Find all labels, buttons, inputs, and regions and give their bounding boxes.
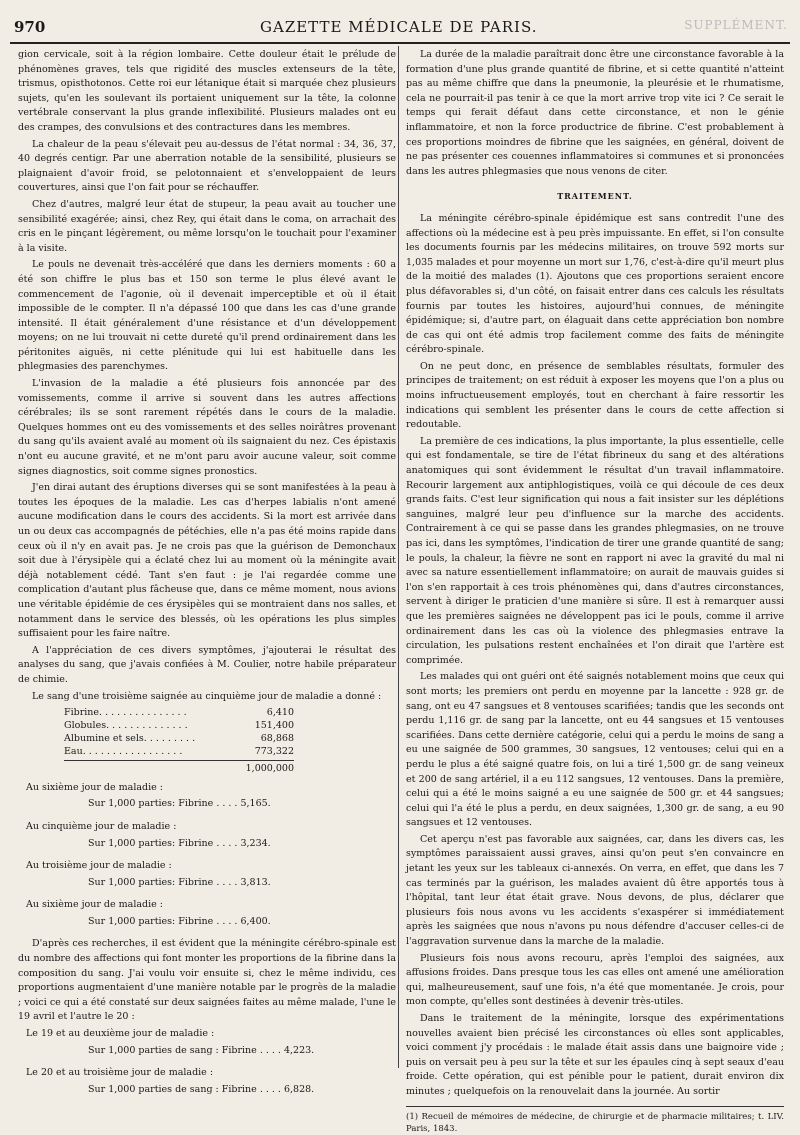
measurement-line: Sur 1,000 parties: Fibrine . . . . 6,400. <box>88 915 271 927</box>
footnote: (1) Recueil de mémoires de médecine, de chirurgie et de pharmacie militaires; t. LIV. Paris, 1843. <box>406 1106 784 1135</box>
journal-title: GAZETTE MÉDICALE DE PARIS. <box>260 18 538 36</box>
intro-paragraph: La durée de la maladie paraîtrait donc être une circonstance favorable à la formation d'une plus grande quantité de fibrine, et si cette quantité n'atteint pas au même chiffre que dans la pneumonie, la pleurésie et le rhumatisme, cela ne pourrait-il pas tenir à ce que la mort arrive trop vite ici ? Ce serait le temps qui ferait défaut dans cette circonstance, et non le génie inflammatoire, et non la force productrice de fibrine. C'est probablement à ces proportions moindres de fibrine que les saignées, en général, doivent de ne pas présenter ces couennes inflammatoires si communes et si prononcées dans les autres phlegmasies que nous venons de citer. <box>406 49 784 177</box>
composition-row <box>64 706 294 719</box>
paragraph: Les malades qui ont guéri ont été saignés notablement moins que ceux qui sont morts; les premiers ont perdu en moyenne par la lancette : 928 gr. de sang, ont eu 47 sangsues et 8 ventouses scarifiées; tandis que les seconds ont perdu 1,116 gr. de sang par la lancette, ont eu 44 sangsues et 15 ventouses scarifiées. Dans cette dernière catégorie, celui qui a perdu le moins de sang a eu une saignée de 500 grammes, 30 sangsues, 12 ventouses; celui qui en a perdu le plus a été saigné quatre fois, on lui a tiré 1,500 gr. de sang veineux et 200 de sang artériel, il a eu 112 sangsues, 12 ventouses. Dans la première, celui qui a été le moins saigné a eu une saignée de 500 gr. et 44 sangsues; celui qui l'a été le plus a perdu, en deux saignées, 1,300 gr. de sang, a eu 90 sangsues et 12 ventouses. <box>406 671 784 829</box>
paragraph: On ne peut donc, en présence de semblables résultats, formuler des principes de traitement; on est réduit à exposer les moyens que l'on a plus ou moins infructueusement employés, tout en cherchant à faire ressortir les indications qui semblent les présenter dans le cours de cette affection si redoutable. <box>406 360 784 431</box>
measurement-heading: Le 20 et au troisième jour de maladie : <box>26 1067 214 1079</box>
composition-value: 68,868 <box>260 733 294 745</box>
composition-value: 773,322 <box>254 746 294 758</box>
measurement-heading: Au sixième jour de maladie : <box>26 781 163 793</box>
supplement-label: SUPPLÉMENT. <box>684 18 788 32</box>
paragraph: La chaleur de la peau s'élevait peu au-dessus de l'état normal : 34, 36, 37, 40 degrés centigr. Par une aberration notable de la sensibilité, plusieurs se plaignaient d'avoir froid, se pelotonnaient et s'enveloppaient de leurs couvertures, ainsi que l'on fait pour se réchauffer. <box>18 138 396 194</box>
paragraph: A l'appréciation de ces divers symptômes, j'ajouterai le résultat des analyses du sang, que j'avais confiées à M. Coulier, notre habile préparateur de chimie. <box>18 644 396 685</box>
measurement-line: Sur 1,000 parties: Fibrine . . . . 3,813. <box>88 876 271 888</box>
page-header <box>10 14 790 42</box>
paragraph: gion cervicale, soit à la région lombaire. Cette douleur était le prélude de phénomènes graves, tels que rigidité des muscles extenseurs de la tête, trismus, opisthotonos. Cette roi eur létanique était si marquée chez plusieurs sujets, qu'en les soulevant ils portaient uniquement sur la tête, la colonne vertébrale conservant la plus grande inflexibilité. Plusieurs malades ont eu des crampes, des convulsions et des contractures dans les membres. <box>18 49 396 133</box>
left-column <box>18 48 396 1095</box>
composition-row <box>64 732 294 745</box>
paragraph: La première de ces indications, la plus importante, la plus essentielle, celle qui est fondamentale, se tire de l'état fibrineux du sang et des altérations anatomiques qui sont évidemment le résultat d'un travail inflammatoire. Recourir largement aux antiphlogistiques, voilà ce qui découle de ces deux grands faits. C'est leur signification qui nous a fait insister sur les déplétions sanguines, malgré leur peu d'influence sur la marche des accidents. Contrairement à ce qui se passe dans les grandes phlegmasies, on ne trouve pas ici, dans les symptômes, l'indication de tirer une grande quantité de sang; le pouls, la chaleur, la fièvre ne sont en rapport ni avec la gravité du mal ni avec sa nature essentiellement inflammatoire; on aurait de mauvais guides si l'on s'en rapportait à ces trois phénomènes qui, dans d'autres circonstances, servent à diriger le praticien d'une manière si sûre. Il est à remarquer aussi que les premières saignées ne développent pas ici le pouls, comme il arrive ordinairement dans les cas où la violence des phlegmasies entrave la circulation, les pulsations restent enchaînées et l'on dirait que l'artère est comprimée. <box>406 435 784 666</box>
header-rule <box>10 42 790 44</box>
measurement-heading: Au troisième jour de maladie : <box>26 860 172 872</box>
composition-label: Albumine et sels. . . . . . . . . <box>64 733 196 745</box>
composition-intro: Le sang d'une troisième saignée au cinquième jour de maladie a donné : <box>32 690 382 702</box>
composition-row <box>64 745 294 758</box>
composition-label: Fibrine. . . . . . . . . . . . . . . <box>64 707 187 719</box>
paragraph: Le pouls ne devenait très-accéléré que dans les derniers moments : 60 a été son chiffre le plus bas et 150 son terme le plus élevé avant le commencement de l'agonie, où il devenait imperceptible et où il était impossible de le compter. Il n'a dépassé 100 que dans les cas d'une grande intensité. Il était généralement d'une résistance et d'un développement moyens; on ne lui trouvait ni cette dureté qu'il prend ordinairement dans les péritonites aiguës, ni cette plénitude qui lui est habituelle dans les phlegmasies des parenchymes. <box>18 259 396 373</box>
page-number: 970 <box>14 18 46 36</box>
paragraph: J'en dirai autant des éruptions diverses qui se sont manifestées à la peau à toutes les époques de la maladie. Les cas d'herpes labialis n'ont amené aucune modification dans le cours des accidents. Si la mort est arrivée dans un ou deux cas accompagnés de pétéchies, elle n'a pas été moins rapide dans ceux où il n'y en avait pas. Je ne crois pas que la guérison de Demonchaux soit due à l'érysipèle qui a éclaté chez lui au moment où la méningite avait déjà notablement cédé. Tant s'en faut : je l'ai regardée comme une complication d'autant plus fâcheuse que, dans ce même moment, nous avions une véritable épidémie de ces érysipèles qui se montraient dans nos salles, et notamment dans le service des blessés, où les opérations les plus simples suffisaient pour les faire naître. <box>18 482 396 640</box>
paragraph: Plusieurs fois nous avons recouru, après l'emploi des saignées, aux affusions froides. Dans presque tous les cas elles ont amené une amélioration qui, malheureusement, sauf une fois, n'a été que momentanée. Je crois, pour mon compte, qu'elles sont destinées à devenir très-utiles. <box>406 952 784 1008</box>
measurement-line: Sur 1,000 parties: Fibrine . . . . 3,234. <box>88 837 271 849</box>
column-divider <box>398 46 399 1068</box>
right-column <box>406 48 784 1134</box>
section-title: TRAITEMENT. <box>557 191 633 202</box>
measurement-line: Sur 1,000 parties: Fibrine . . . . 5,165. <box>88 798 271 810</box>
measurement-heading: Au cinquième jour de maladie : <box>26 820 177 832</box>
paragraph: L'invasion de la maladie a été plusieurs fois annoncée par des vomissements, comme il arrive si souvent dans les autres affections cérébrales; ils se sont rarement répétés dans le cours de la maladie. Quelques hommes ont eu des vomissements et des selles noirâtres provenant du sang qu'ils avaient avalé au moment où ils saignaient du nez. Ces épistaxis n'ont eu aucune gravité, et ne m'ont paru avoir aucune valeur, soit comme signes diagnostics, soit comme signes pronostics. <box>18 378 396 477</box>
composition-label: Globules. . . . . . . . . . . . . . <box>64 720 188 732</box>
composition-row <box>64 719 294 732</box>
measurement-line: Sur 1,000 parties de sang : Fibrine . . . . 6,828. <box>88 1083 315 1095</box>
paragraph: Cet aperçu n'est pas favorable aux saignées, car, dans les divers cas, les symptômes paraissaient aussi graves, ainsi qu'on peut s'en convaincre en jetant les yeux sur les tableaux ci-annexés. On verra, en effet, que dans les 7 cas terminés par la guérison, les malades avaient dû être apportés tous à l'hôpital, tant leur état était grave. Nous devons, de plus, déclarer que plusieurs fois nous avons vu les accidents s'exaspérer si immédiatement après les saignées que nous n'avons pu nous défendre d'accuser celles-ci de l'aggravation survenue dans la marche de la maladie. <box>406 833 784 948</box>
composition-label: Eau. . . . . . . . . . . . . . . . . <box>64 746 183 758</box>
measurement-heading: Le 19 et au deuxième jour de maladie : <box>26 1028 215 1040</box>
composition-value: 151,400 <box>254 720 294 732</box>
measurement-heading: Au sixième jour de maladie : <box>26 899 163 911</box>
conclusion-paragraph: D'après ces recherches, il est évident que la méningite cérébro-spinale est du nombre des affections qui font monter les proportions de la fibrine dans la composition du sang. J'ai voulu voir ensuite si, chez le même individu, ces proportions augmentaient d'une manière notable par le progrès de la maladie ; voici ce qui a été constaté sur deux saignées faites au même malade, l'une le 19 avril et l'autre le 20 : <box>18 938 396 1023</box>
paragraph: Dans le traitement de la méningite, lorsque des expérimentations nouvelles avaient bien précisé les circonstances où elles sont applicables, voici comment j'y procédais : le malade était assis dans une baignoire vide ; puis on versait peu à peu sur la tête et sur les épaules cinq à sept seaux d'eau froide. Cette opération, qui est pénible pour le patient, durait environ dix minutes ; quelquefois on la renouvelait dans la journée. Au sortir <box>406 1013 784 1097</box>
measurement-line: Sur 1,000 parties de sang : Fibrine . . . . 4,223. <box>88 1044 315 1056</box>
paragraph: Chez d'autres, malgré leur état de stupeur, la peau avait au toucher une sensibilité exagérée; ainsi, chez Rey, qui était dans le coma, on arrachait des cris en le pinçant légèrement, ou même lorsqu'on le touchait pour l'examiner à la visite. <box>18 198 396 254</box>
composition-value: 6,410 <box>266 707 294 719</box>
paragraph: La méningite cérébro-spinale épidémique est sans contredit l'une des affections où la médecine est à peu près impuissante. En effet, si l'on consulte les documents fournis par les médecins militaires, on trouve 592 morts sur 1,035 malades et pour moyenne un mort sur 1,76, c'est-à-dire qu'il meurt plus de la moitié des malades (1). Ajoutons que ces proportions seraient encore plus défavorables si, d'un côté, on faisait entrer dans ces calculs les résultats fournis par toutes les histoires, aujourd'hui connues, de méningite épidémique; si, d'autre part, on élaguait dans cette appréciation bon nombre de cas qui ont été admis trop facilement comme des faits de méningite cérébro-spinale. <box>406 212 784 356</box>
composition-total: 1,000,000 <box>64 760 294 777</box>
blood-composition-table <box>64 706 294 777</box>
